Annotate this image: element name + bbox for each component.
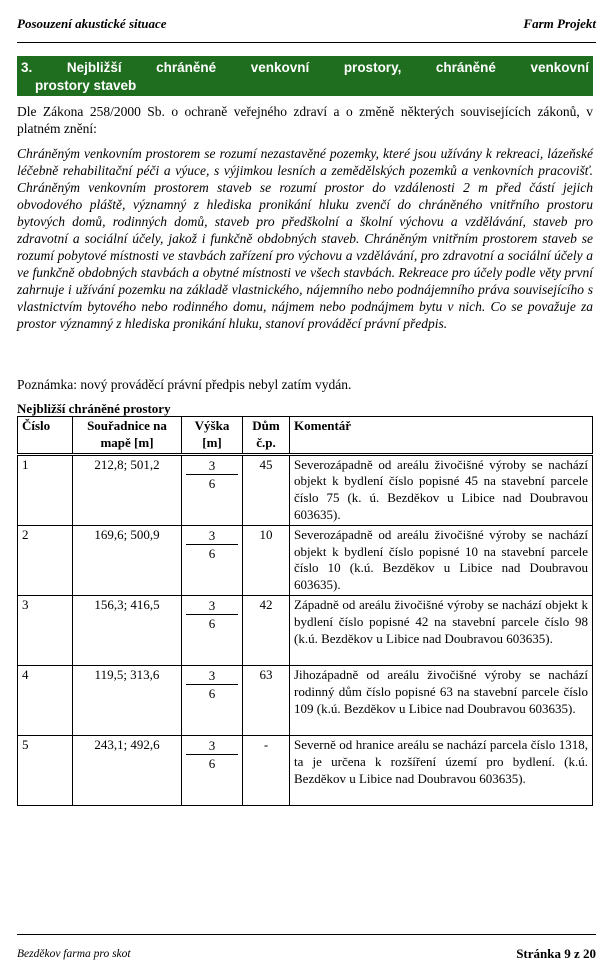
height-value: 3 [186,737,238,755]
page-footer [17,934,596,964]
cell-number: 2 [18,525,73,595]
height-value: 6 [208,685,216,701]
cell-number: 1 [18,454,73,525]
cell-height [182,525,243,595]
cell-coords: 169,6; 500,9 [73,525,182,595]
cell-coords: 119,5; 313,6 [73,665,182,735]
section-heading-line2: prostory staveb [35,78,137,93]
cell-house: 10 [243,525,290,595]
table-title: Nejbližší chráněné prostory [17,401,171,416]
page-number: Stránka 9 z 20 [516,946,596,961]
height-value: 3 [186,457,238,475]
cell-coords: 243,1; 492,6 [73,735,182,805]
table-row [18,595,593,665]
col-header-comment: Komentář [290,417,593,455]
header-company: Farm Projekt [523,16,596,31]
section-heading-line1: 3. Nejbližší chráněné venkovní prostory, chráněné venkovní [21,60,589,75]
table-row [18,735,593,805]
cell-house: 42 [243,595,290,665]
table-row [18,525,593,595]
law-intro-paragraph: Dle Zákona 258/2000 Sb. o ochraně veřejného zdraví a o změně některých souvisejících zákonů, v platném znění: [17,104,593,136]
protected-areas-table [17,416,593,806]
col-header-coords: Souřadnice na mapě [m] [73,417,182,455]
cell-height [182,735,243,805]
height-value: 6 [208,475,216,491]
cell-coords: 156,3; 416,5 [73,595,182,665]
cell-height [182,595,243,665]
height-value: 3 [186,667,238,685]
cell-height [182,454,243,525]
law-quote-paragraph: Chráněným venkovním prostorem se rozumí nezastavěné pozemky, které jsou užívány k rekreaci, lázeňské léčebně rehabilitační péči a výuce, s výjimkou lesních a zemědělských pozemků a venkovních pracovišť. Chráněným venkovním prostorem staveb se rozumí prostor do vzdálenosti 2 m před částí jejich obvodového pláště, významný z hlediska pronikání hluku zvenčí do chráněného vnitřního prostoru bytových domů, rodinných domů, staveb pro předškolní a školní výchovu a vzdělávání, staveb pro zdravotní a sociální účely, jakož i funkčně obdobných staveb. Chráněným vnitřním prostorem staveb se rozumí pobytové místnosti ve stavbách zařízení pro výchovu a vzdělávání, pro zdravotní a sociální účely a ve funkčně obdobných stavbách a obytné místnosti ve všech stavbách. Rekreace pro účely podle věty první zahrnuje i užívání pozemku na základě vlastnického, nájemního nebo podnájemního práva souvisejícího s vlastnictvím bytového nebo rodinného domu, nájmem nebo podnájmem bytu v nich. Co se považuje za prostor významný z hlediska pronikání hluku, stanoví prováděcí právní předpis. [17,146,593,331]
cell-number: 4 [18,665,73,735]
footer-project-name: Bezděkov farma pro skot [17,948,131,960]
cell-house: 45 [243,454,290,525]
col-header-number: Číslo [18,417,73,455]
section-heading [17,56,593,96]
header-document-title: Posouzení akustické situace [17,16,167,31]
cell-house: 63 [243,665,290,735]
cell-house: - [243,735,290,805]
cell-height [182,665,243,735]
cell-comment: Severně od hranice areálu se nachází parcela číslo 1318, ta je určena k rozšíření území pro bydlení. (k.ú. Bezděkov u Libice nad Doubravou 603635). [290,735,593,805]
height-value: 6 [208,755,216,771]
height-value: 6 [208,615,216,631]
col-header-house: Dům č.p. [243,417,290,455]
page-header [17,10,596,34]
height-value: 6 [208,545,216,561]
cell-comment: Severozápadně od areálu živočišné výroby se nachází objekt k bydlení číslo popisné 10 na stavební parcele číslo 10 (k.ú. Bezděkov u Libice nad Doubravou 603635). [290,525,593,595]
height-value: 3 [186,527,238,545]
cell-number: 5 [18,735,73,805]
table-row [18,665,593,735]
col-header-height: Výška [m] [182,417,243,455]
cell-comment: Západně od areálu živočišné výroby se nachází objekt k bydlení číslo popisné 42 na stavební parcele číslo 98 (k.ú. Bezděkov u Libice nad Doubravou 603635). [290,595,593,665]
cell-comment: Severozápadně od areálu živočišné výroby se nachází objekt k bydlení číslo popisné 45 na stavební parcele číslo 75 (k. ú. Bezděkov u Libice nad Doubravou 603635). [290,454,593,525]
cell-comment: Jihozápadně od areálu živočišné výroby se nachází rodinný dům číslo popisné 63 na stavební parcele číslo 109 (k.ú. Bezděkov u Libice nad Doubravou 603635). [290,665,593,735]
table-row [18,454,593,525]
footer-rule [17,934,596,935]
cell-coords: 212,8; 501,2 [73,454,182,525]
note-paragraph: Poznámka: nový prováděcí právní předpis nebyl zatím vydán. [17,377,352,392]
header-rule [17,42,596,43]
cell-number: 3 [18,595,73,665]
table-header-row [18,417,593,455]
height-value: 3 [186,597,238,615]
